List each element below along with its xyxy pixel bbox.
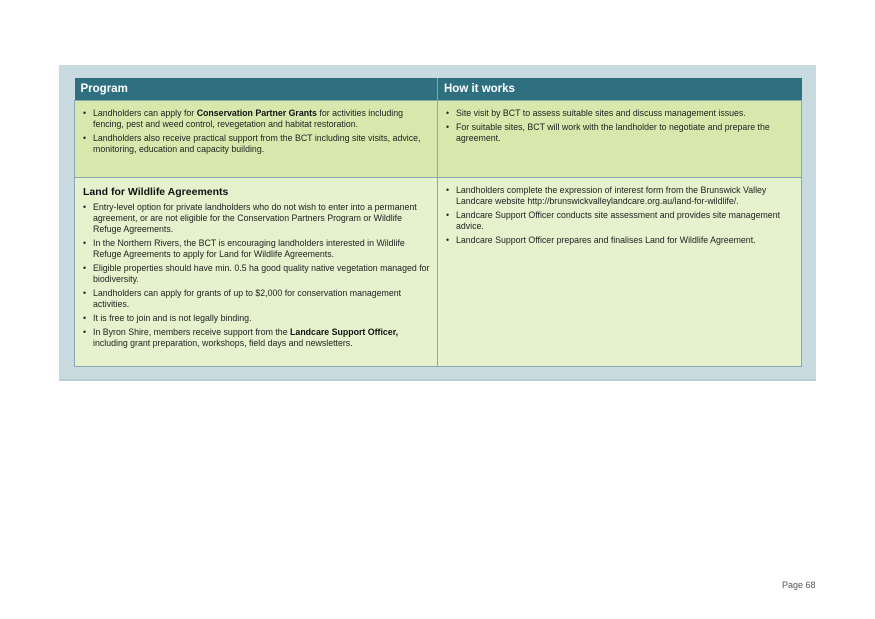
bullet-icon: • <box>83 202 87 212</box>
list-item: • In Byron Shire, members receive support from the Landcare Support Officer, including grant preparation, workshops, field days and newsletters. <box>83 327 399 348</box>
list-item: • Landholders can apply for Conservation Partner Grants for activities including fencing, pest and weed control, revegetation and habitat restoration. <box>83 108 404 129</box>
row2-program-cell <box>75 178 438 367</box>
bullet-list <box>81 108 431 155</box>
list-item: • For suitable sites, BCT will work with the landholder to negotiate and prepare the agreement. <box>446 122 770 143</box>
list-item: • Landholders can apply for grants of up to $2,000 for conservation management activities. <box>83 288 402 309</box>
table-panel <box>59 65 816 381</box>
bullet-list <box>444 185 795 246</box>
bullet-icon: • <box>83 288 87 298</box>
page-number: Page 68 <box>782 580 816 590</box>
table-row <box>75 178 802 367</box>
bullet-icon: • <box>446 235 450 245</box>
bullet-icon: • <box>83 238 87 248</box>
bullet-icon: • <box>83 133 87 143</box>
bullet-icon: • <box>446 210 450 220</box>
table-header-row <box>75 78 802 101</box>
program-table <box>74 78 802 367</box>
bullet-icon: • <box>83 108 87 118</box>
bullet-icon: • <box>83 263 87 273</box>
bullet-icon: • <box>446 108 450 118</box>
bullet-icon: • <box>83 327 87 337</box>
list-item: • Site visit by BCT to assess suitable sites and discuss management issues. <box>446 108 746 118</box>
list-item: • Landholders also receive practical support from the BCT including site visits, advice, monitoring, education and capacity building. <box>83 133 421 154</box>
row2-how-cell <box>438 178 802 367</box>
row-title: Land for Wildlife Agreements <box>83 186 229 198</box>
list-item: • It is free to join and is not legally binding. <box>83 313 252 323</box>
list-item: • Landholders complete the expression of interest form from the Brunswick Valley Landcare website http://brunswickvalleylandcare.org.au/land-for-wildlife/. <box>446 185 767 206</box>
header-program: Program <box>75 78 438 101</box>
list-item: • Landcare Support Officer prepares and finalises Land for Wildlife Agreement. <box>446 235 756 245</box>
list-item: • Entry-level option for private landholders who do not wish to enter into a permanent agreement, or are not eligible for the Conservation Partners Program or Wildlife Refuge Agreements. <box>83 202 417 234</box>
row1-how-cell <box>438 101 802 178</box>
header-how-it-works: How it works <box>438 78 802 101</box>
bullet-icon: • <box>83 313 87 323</box>
table-row <box>75 101 802 178</box>
list-item: • In the Northern Rivers, the BCT is encouraging landholders interested in Wildlife Refuge Agreements to apply for Land for Wildlife Agreements. <box>83 238 405 259</box>
list-item: • Landcare Support Officer conducts site assessment and provides site management advice. <box>446 210 781 231</box>
bullet-list <box>81 202 431 349</box>
row1-program-cell <box>75 101 438 178</box>
bullet-icon: • <box>446 122 450 132</box>
bullet-list <box>444 108 795 144</box>
list-item: • Eligible properties should have min. 0.5 ha good quality native vegetation managed for biodiversity. <box>83 263 430 284</box>
bullet-icon: • <box>446 185 450 195</box>
